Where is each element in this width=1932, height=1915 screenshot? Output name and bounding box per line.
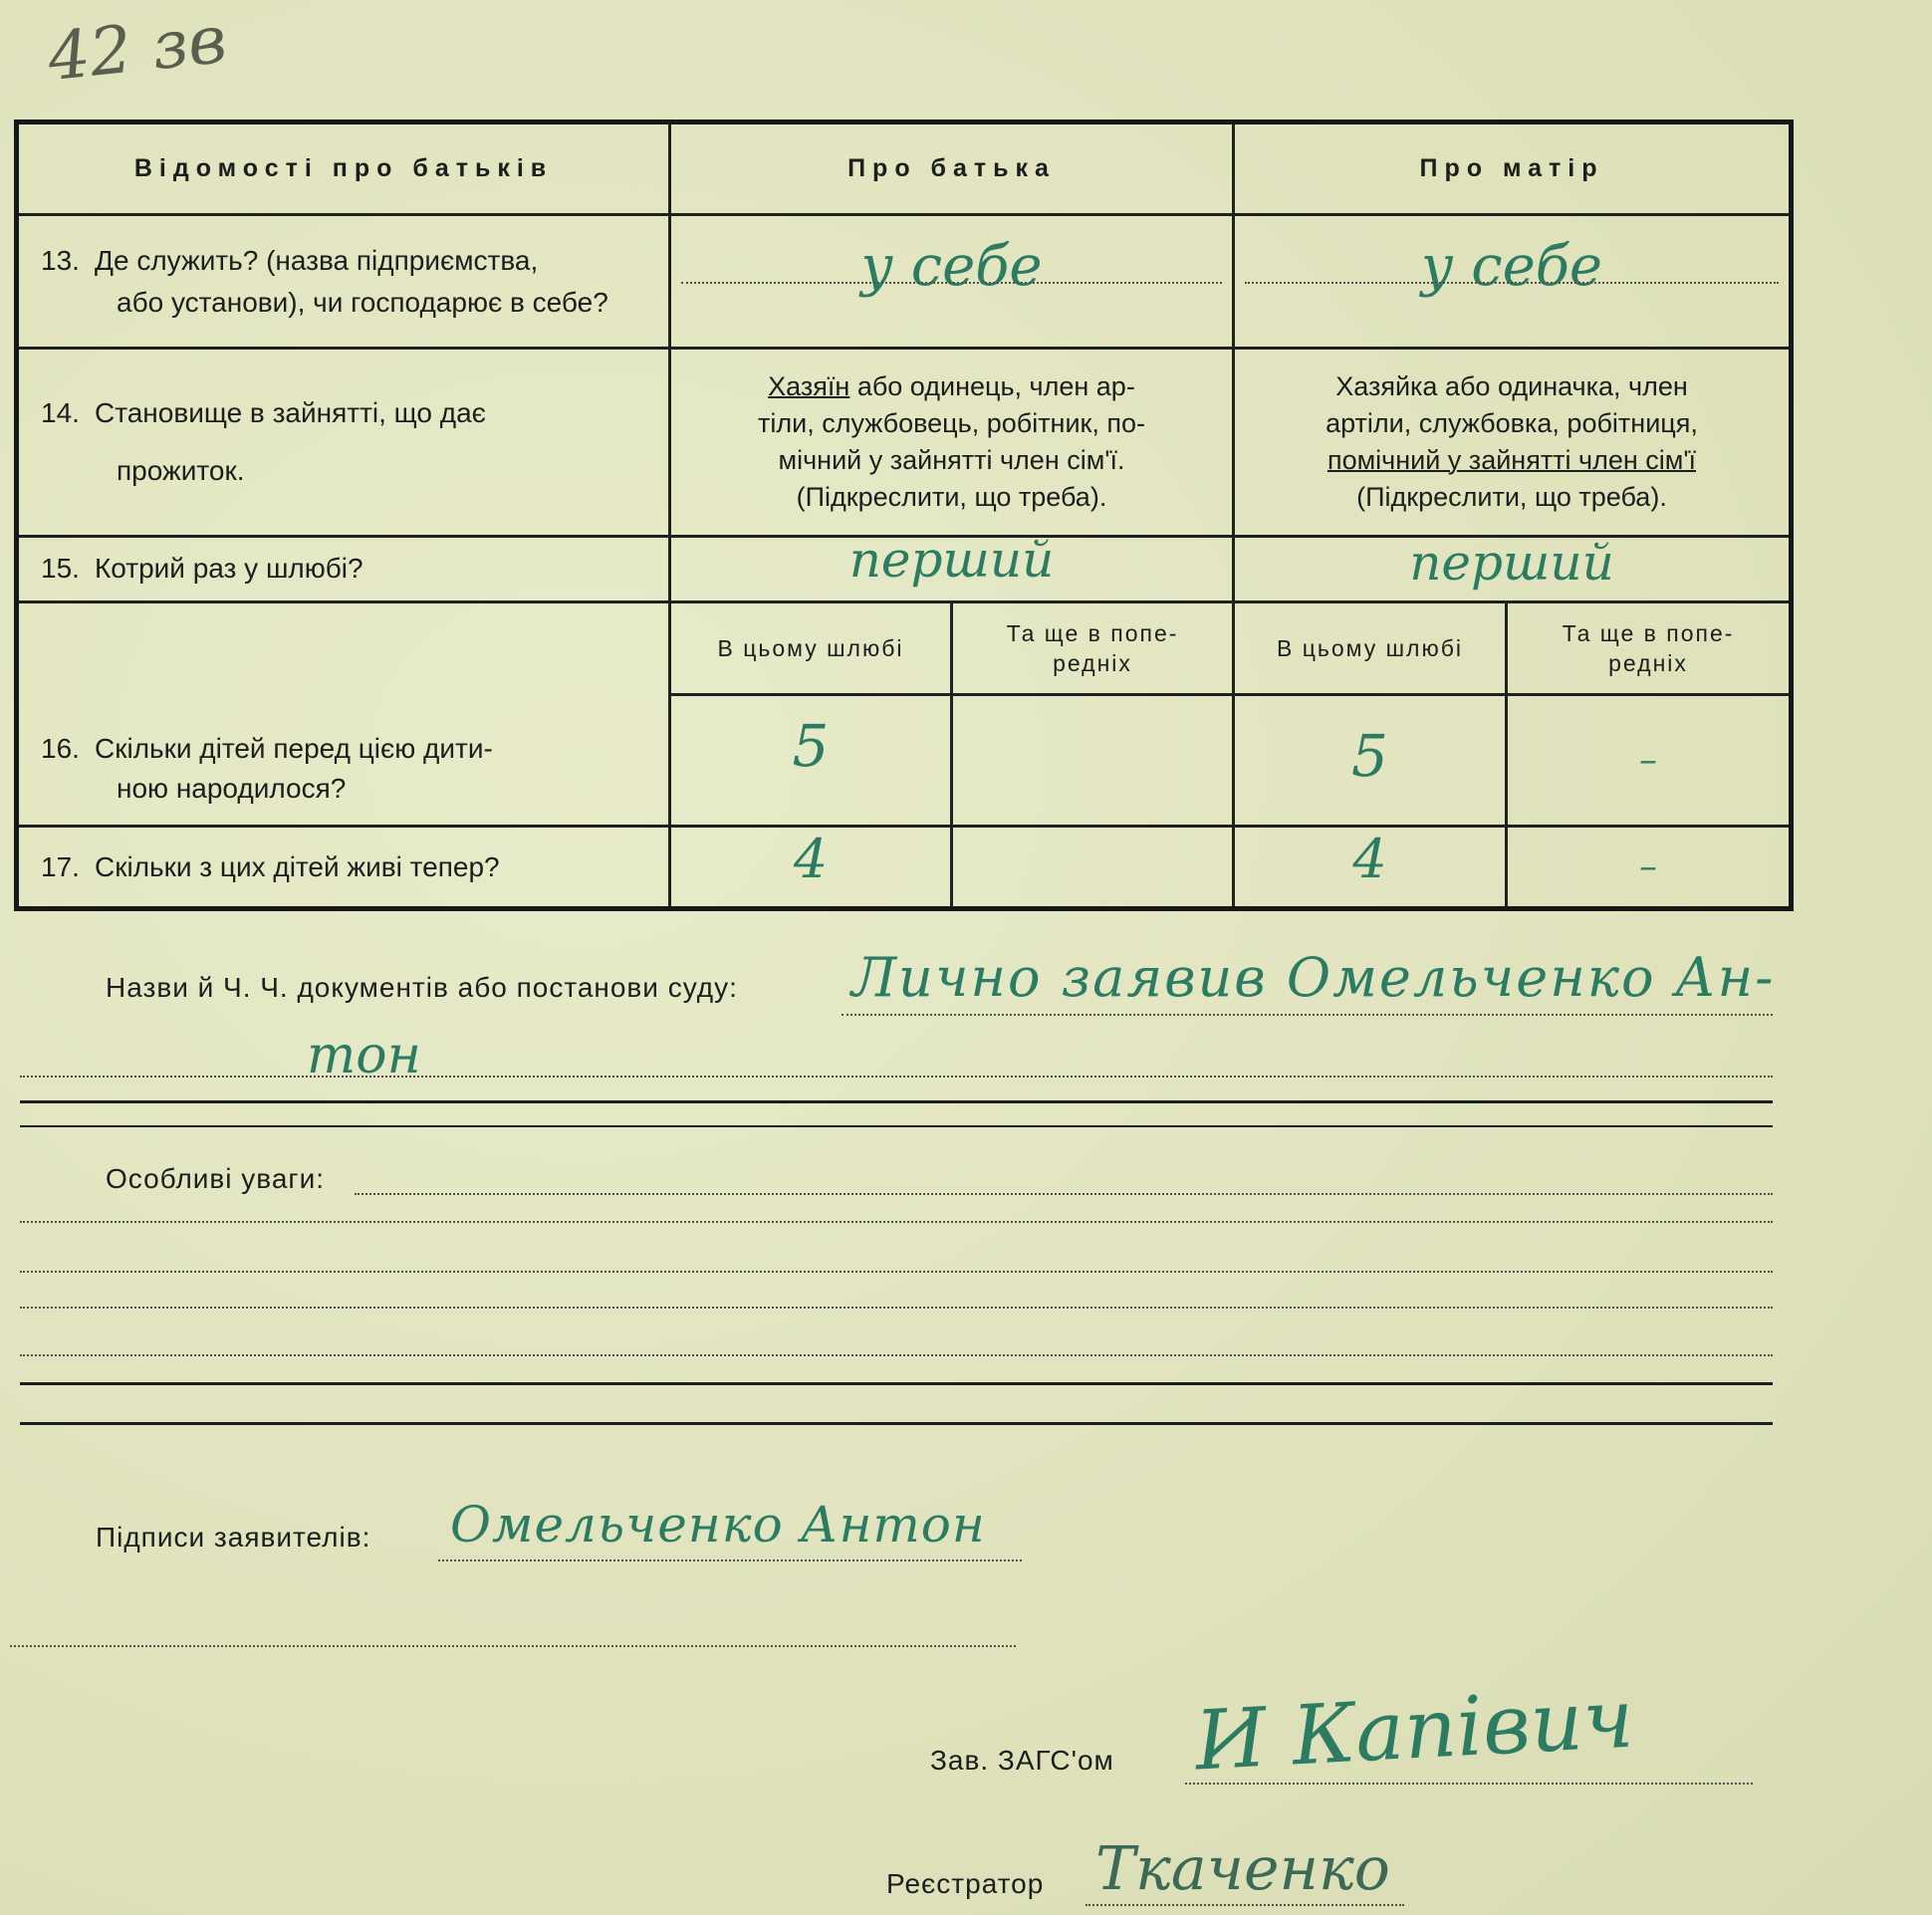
handwritten-value: 4 (793, 828, 829, 891)
section-divider (20, 1422, 1773, 1425)
remarks-label: Особливі уваги: (106, 1163, 326, 1194)
handwritten-value: 5 (1351, 721, 1388, 790)
question-14 (17, 349, 670, 536)
option-line-1 (685, 368, 1218, 405)
registrar-signature-line[interactable] (1086, 1904, 1404, 1906)
handwritten-value: 4 (1352, 828, 1387, 891)
section-divider (20, 1100, 1773, 1103)
documents-dotted-line-1[interactable] (842, 1014, 1773, 1016)
subheader-line1: Та ще в попе- (1562, 619, 1735, 646)
applicant-signature: Омельченко Антон (450, 1496, 986, 1554)
section-divider (20, 1382, 1773, 1385)
question-15 (17, 536, 670, 601)
handwritten-value: у себе (860, 234, 1043, 300)
documents-handwritten-line2: тон (307, 1026, 421, 1085)
option-text: або одинець, член ар- (849, 371, 1135, 402)
zags-signature-line[interactable] (1185, 1783, 1753, 1785)
question-number: 14. (41, 397, 80, 429)
section-divider-thin (20, 1125, 1773, 1127)
remarks-dotted-line-2[interactable] (20, 1221, 1773, 1223)
subheader-line2: редніх (1608, 649, 1688, 676)
answer-17-father-this[interactable] (670, 827, 952, 909)
page-number: 42 зв (44, 0, 230, 97)
question-17 (17, 827, 670, 909)
option-line-2: артіли, службовка, робітниця, (1326, 408, 1698, 439)
handwritten-value: перший (848, 531, 1055, 590)
parents-info-table (14, 120, 1794, 911)
remarks-dotted-line-3[interactable] (20, 1271, 1773, 1273)
question-text-line2: прожиток. (117, 455, 245, 487)
option-line-1: Хазяйка або одиначка, член (1335, 371, 1688, 402)
dotted-line (681, 282, 1222, 284)
table-row-14 (17, 349, 1792, 536)
header-about-father: Про батька (670, 122, 1234, 215)
answer-16-father-this[interactable] (670, 694, 952, 826)
documents-dotted-line-2[interactable] (20, 1076, 1773, 1077)
subheader-line2: редніх (1053, 649, 1132, 676)
table-row-13 (17, 215, 1792, 349)
table-header-row (17, 122, 1792, 215)
question-text-line2: або установи), чи господарює в себе? (117, 286, 608, 318)
subheader-father-this-marriage: В цьому шлюбі (670, 601, 952, 694)
question-number: 13. (41, 244, 80, 276)
answer-13-father[interactable] (670, 215, 1234, 349)
question-13 (17, 215, 670, 349)
question-number: 15. (41, 553, 80, 585)
question-text-line1: Становище в зайнятті, що дає (95, 397, 486, 429)
table-row-15 (17, 536, 1792, 601)
option-line-2: тіли, службовець, робітник, по- (758, 408, 1145, 439)
answer-15-father[interactable] (670, 531, 1234, 601)
question-text-line2: ною народилося? (117, 773, 347, 805)
remarks-dotted-line-5[interactable] (20, 1354, 1773, 1356)
question-text-line1: Скільки з цих дітей живі тепер? (95, 850, 500, 882)
underlined-option: помічний у зайнятті член сім'ї (1327, 445, 1697, 476)
documents-label: Назви й Ч. Ч. документів або постанови суду: (106, 972, 738, 1003)
option-line-3 (1249, 442, 1775, 479)
applicant-signature-line-2[interactable] (10, 1645, 1016, 1647)
question-number: 17. (41, 850, 80, 882)
remarks-dotted-line-1[interactable] (355, 1193, 1773, 1195)
subheader-mother-this-marriage: В цьому шлюбі (1234, 601, 1507, 694)
answer-17-father-prev[interactable] (952, 827, 1234, 909)
underlined-option: Хазяїн (768, 371, 850, 402)
zags-head-signature: И Капівич (1192, 1671, 1636, 1790)
answer-14-mother-options[interactable] (1234, 349, 1792, 536)
question-16 (17, 601, 670, 826)
question-number: 16. (41, 733, 80, 765)
option-line-4: (Підкреслити, що треба). (796, 482, 1107, 513)
question-text-line1: Де служить? (назва підприємства, (95, 244, 539, 276)
dotted-line (1245, 282, 1779, 284)
handwritten-value: – (1639, 740, 1657, 782)
option-line-3: мічний у зайнятті член сім'ї. (778, 445, 1125, 476)
handwritten-value: – (1639, 846, 1657, 888)
handwritten-value: 5 (792, 711, 830, 780)
header-parents-info: Відомості про батьків (17, 122, 670, 215)
answer-15-mother[interactable] (1234, 536, 1792, 601)
answer-17-mother-prev[interactable] (1507, 827, 1792, 909)
table-row-16-subheader (17, 601, 1792, 694)
applicant-signature-line[interactable] (438, 1559, 1022, 1561)
subheader-line1: Та ще в попе- (1006, 619, 1179, 646)
table-row-17 (17, 827, 1792, 909)
header-about-mother: Про матір (1234, 122, 1792, 215)
option-line-4: (Підкреслити, що треба). (1356, 482, 1667, 513)
zags-head-label: Зав. ЗАГС'ом (930, 1745, 1114, 1776)
question-text-line1: Котрий раз у шлюбі? (95, 553, 363, 585)
applicants-signatures-label: Підписи заявителів: (96, 1522, 371, 1553)
answer-14-father-options[interactable] (670, 349, 1234, 536)
remarks-dotted-line-4[interactable] (20, 1307, 1773, 1309)
question-text-line1: Скільки дітей перед цією дити- (95, 733, 493, 765)
answer-16-father-prev[interactable] (952, 694, 1234, 826)
registrar-label: Реєстратор (886, 1868, 1045, 1899)
answer-16-mother-prev[interactable] (1507, 694, 1792, 826)
answer-16-mother-this[interactable] (1234, 694, 1507, 826)
registrar-signature: Ткаченко (1095, 1834, 1390, 1904)
answer-17-mother-this[interactable] (1234, 827, 1507, 909)
handwritten-value: перший (1409, 534, 1614, 593)
answer-13-mother[interactable] (1234, 215, 1792, 349)
subheader-mother-previous (1507, 601, 1792, 694)
documents-handwritten-line1: Лично заявив Омельченко Ан- (851, 946, 1776, 1009)
handwritten-value: у себе (1420, 234, 1603, 300)
subheader-father-previous (952, 601, 1234, 694)
